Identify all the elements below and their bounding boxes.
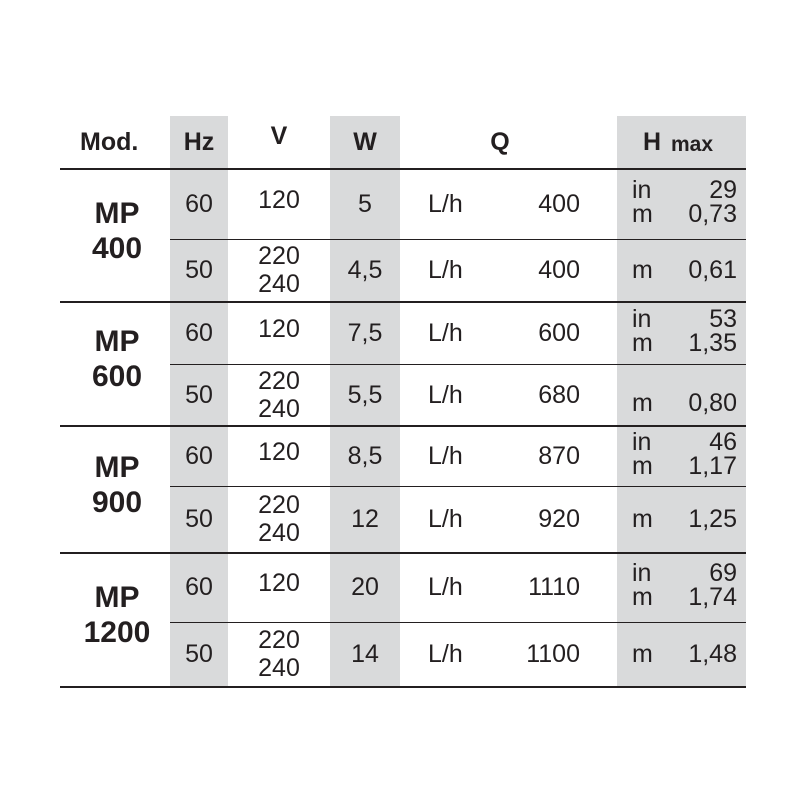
group-divider — [60, 552, 746, 554]
flow-unit: L/h — [428, 505, 463, 533]
model-number: 900 — [91, 485, 143, 519]
flow-value: 400 — [538, 256, 580, 284]
head-unit-in: in — [632, 559, 652, 587]
model-name: MP — [94, 325, 140, 358]
header-divider — [60, 168, 746, 170]
watt-value: 20 — [351, 573, 379, 601]
head-unit-m: m — [632, 640, 653, 668]
hz-value: 60 — [185, 441, 213, 470]
head-value-m: 1,25 — [688, 505, 737, 533]
header-w: W — [353, 128, 377, 156]
flow-value: 680 — [538, 380, 580, 409]
flow-unit: L/h — [428, 256, 463, 284]
voltage-value-alt: 240 — [258, 519, 300, 547]
hz-value: 50 — [185, 380, 213, 409]
voltage-value: 220 — [258, 626, 300, 654]
voltage-value: 220 — [258, 242, 300, 270]
flow-unit: L/h — [428, 318, 463, 347]
hz-value: 60 — [185, 190, 213, 218]
flow-value: 1100 — [526, 640, 580, 668]
head-unit-m: m — [632, 256, 653, 284]
row-divider — [170, 364, 746, 365]
flow-unit: L/h — [428, 441, 463, 470]
flow-unit: L/h — [428, 190, 463, 218]
head-unit-m: m — [632, 200, 653, 228]
head-unit-m: m — [632, 505, 653, 533]
header-h: H — [643, 128, 662, 156]
hz-value: 50 — [185, 505, 213, 533]
voltage-value: 220 — [258, 491, 300, 519]
flow-value: 600 — [538, 318, 580, 347]
watt-value: 8,5 — [347, 441, 383, 470]
head-value-in: 53 — [709, 304, 737, 333]
group-divider — [60, 425, 746, 427]
head-value-m: 1,17 — [688, 451, 737, 480]
head-value-in: 46 — [709, 427, 737, 456]
model-name: MP — [94, 450, 140, 484]
model-name: MP — [94, 581, 140, 614]
head-value-in: 69 — [709, 559, 737, 587]
watt-value: 4,5 — [347, 256, 383, 284]
head-unit-m: m — [632, 583, 653, 611]
watt-value: 5,5 — [347, 380, 383, 409]
voltage-value: 120 — [258, 437, 300, 466]
voltage-value: 120 — [258, 314, 300, 343]
head-value-m: 1,74 — [688, 583, 737, 611]
flow-value: 1110 — [528, 573, 580, 601]
hz-value: 50 — [185, 640, 213, 668]
head-value-m: 0,73 — [688, 200, 737, 228]
head-unit-in: in — [632, 304, 652, 333]
head-value-m: 0,61 — [688, 256, 737, 284]
flow-value: 920 — [538, 505, 580, 533]
watt-value: 12 — [351, 505, 379, 533]
voltage-value-alt: 240 — [258, 270, 300, 298]
voltage-value: 120 — [258, 186, 300, 214]
watt-value: 5 — [358, 190, 372, 218]
voltage-value: 220 — [258, 366, 300, 395]
watt-value: 14 — [351, 640, 379, 668]
hz-value: 60 — [185, 573, 213, 601]
head-unit-m: m — [632, 451, 653, 480]
row-divider — [170, 486, 746, 487]
row-divider — [170, 239, 746, 240]
voltage-value-alt: 240 — [258, 394, 300, 423]
group-divider — [60, 301, 746, 303]
hz-value: 60 — [185, 318, 213, 347]
flow-value: 870 — [538, 441, 580, 470]
header-model: Mod. — [80, 128, 139, 156]
voltage-value: 120 — [258, 569, 300, 597]
model-number: 1200 — [83, 616, 151, 649]
head-unit-in: in — [632, 176, 652, 204]
head-unit-in: in — [632, 427, 652, 456]
header-h-suffix: max — [671, 133, 714, 156]
head-value-in: 29 — [709, 176, 737, 204]
model-name: MP — [94, 197, 140, 230]
flow-value: 400 — [538, 190, 580, 218]
head-unit-m: m — [632, 328, 653, 357]
voltage-value-alt: 240 — [258, 654, 300, 682]
flow-unit: L/h — [428, 573, 463, 601]
flow-unit: L/h — [428, 380, 463, 409]
header-v: V — [270, 122, 288, 150]
head-unit-m: m — [632, 388, 653, 417]
hz-value: 50 — [185, 256, 213, 284]
table-bottom-rule — [60, 686, 746, 688]
header-hz: Hz — [183, 128, 215, 156]
head-value-m: 1,35 — [688, 328, 737, 357]
model-number: 600 — [91, 360, 143, 393]
watt-value: 7,5 — [347, 318, 383, 347]
row-divider — [170, 622, 746, 623]
flow-unit: L/h — [428, 640, 463, 668]
head-value-m: 0,80 — [688, 388, 737, 417]
model-number: 400 — [91, 232, 143, 265]
header-q: Q — [490, 128, 510, 156]
head-value-m: 1,48 — [688, 640, 737, 668]
